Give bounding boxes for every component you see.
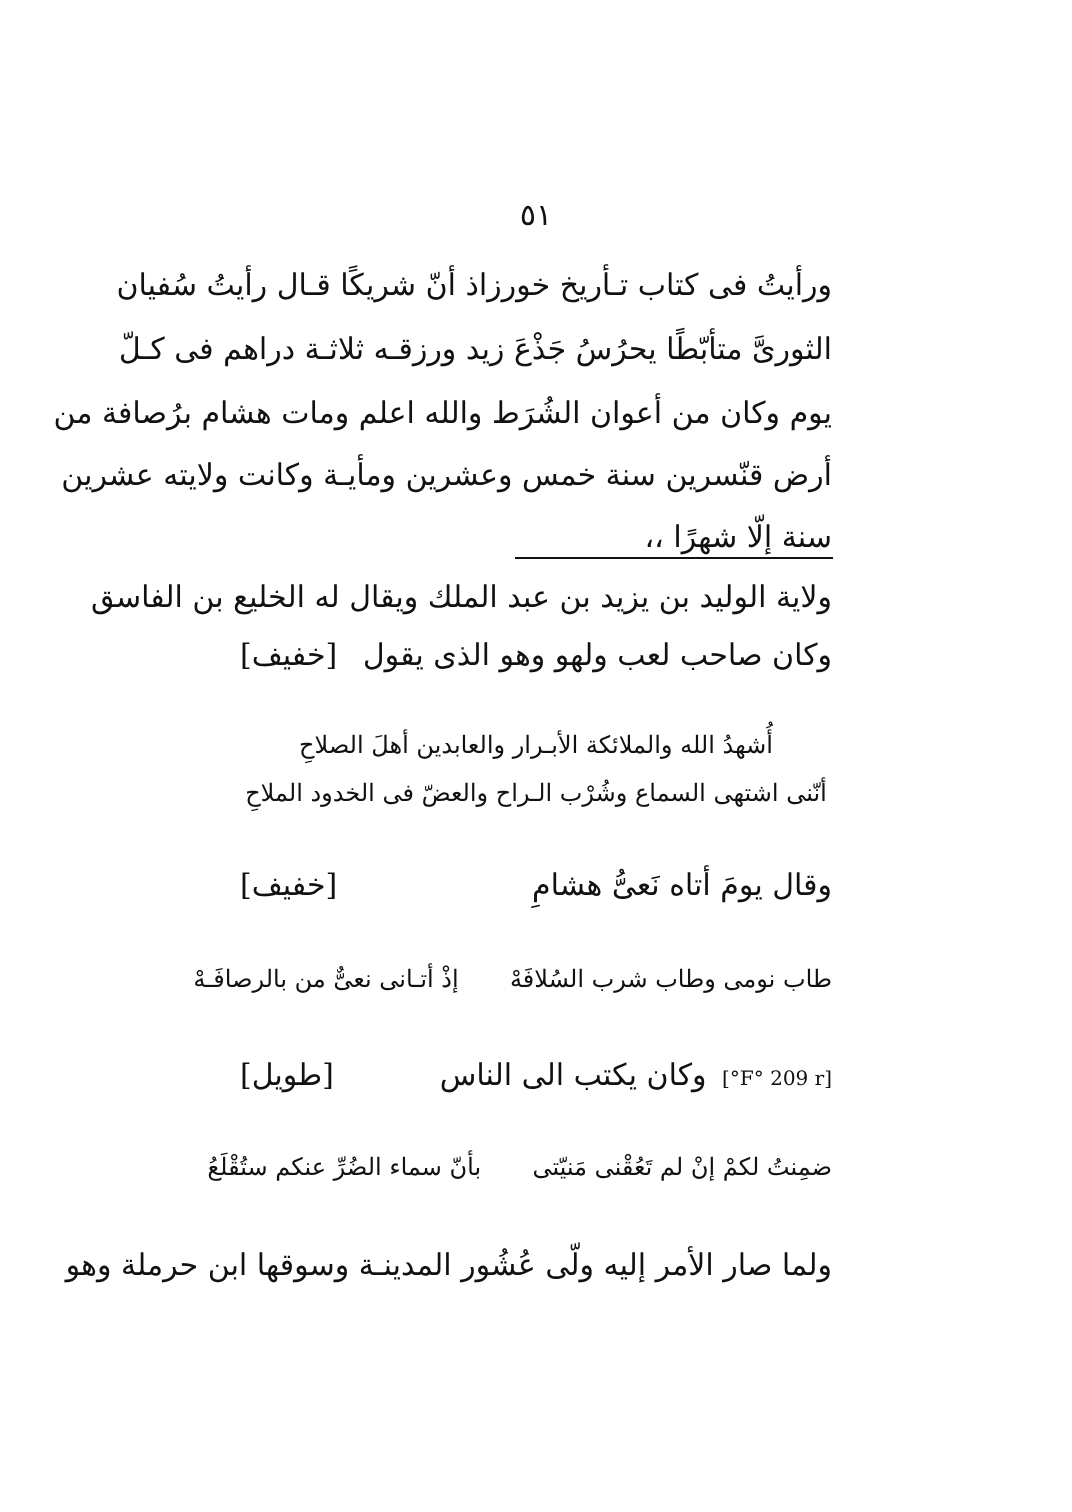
- prose-line: سنة إلّا شهرًا ،،: [644, 520, 832, 555]
- hemistich: إذْ أتـانى نعىٌّ من بالرصافَـهْ: [193, 965, 459, 993]
- prose-line: ورأيتُ فى كتاب تـأريخ خورزاذ أنّ شريكًا قـال رأيتُ سُفيان: [116, 268, 832, 303]
- verse-intro-wrapper: [440, 1056, 832, 1098]
- meter-label: [خفيف]: [240, 638, 338, 673]
- hemistich: بأنّ سماء الضُرِّ عنكم ستُقْلَعُ: [207, 1153, 482, 1181]
- prose-line: يوم وكان من أعوان الشُرَط والله اعلم ومات هشام برُصافة من: [53, 396, 832, 431]
- folio-reference: [F° 209 r°]: [722, 1066, 832, 1090]
- hemistich: أُشهدُ الله والملائكة الأبـرار والعابدين أهلَ الصلاحِ: [299, 731, 773, 759]
- verse-line: [193, 962, 832, 996]
- meter-label: [خفيف]: [240, 868, 338, 903]
- verse-intro-line: [240, 866, 832, 906]
- verse-intro-line: [240, 1056, 832, 1096]
- verse-intro-text: وكان يكتب الى الناس: [439, 1058, 707, 1093]
- verse-intro-line: [240, 636, 832, 676]
- prose-line: ولما صار الأمر إليه ولّى عُشُور المدينـة وسوقها ابن حرملة وهو: [65, 1248, 832, 1283]
- section-divider: [515, 557, 833, 559]
- page-number: ٥١: [519, 198, 553, 233]
- prose-line: الثورىَّ متأبّطًا يحرُسُ جَذْعَ زيد ورزقـه ثلاثـة دراهم فى كـلّ: [118, 332, 832, 367]
- hemistich: أنّنى اشتهى السماع وشُرْب الـراح والعضّ فى الخدود الملاحِ: [245, 779, 827, 807]
- verse-line: [240, 776, 832, 810]
- verse-intro-text: وقال يومَ أتاه نَعىُّ هشامِ: [532, 868, 832, 903]
- verse-line: [240, 728, 832, 762]
- meter-label: [طويل]: [240, 1058, 334, 1093]
- section-heading-line: ولاية الوليد بن يزيد بن عبد الملك ويقال له الخليع بن الفاسق: [90, 580, 832, 615]
- hemistich: ضمِنتُ لكمْ إنْ لم تَعُقْنى مَنيّتى: [532, 1153, 832, 1181]
- prose-line: أرض قنّسرين سنة خمس وعشرين ومأيـة وكانت ولايته عشرين: [61, 458, 832, 493]
- hemistich: طاب نومى وطاب شرب السُلافَهْ: [509, 965, 832, 993]
- verse-intro-text: وكان صاحب لعب ولهو وهو الذى يقول: [362, 638, 832, 673]
- verse-line: [207, 1150, 832, 1184]
